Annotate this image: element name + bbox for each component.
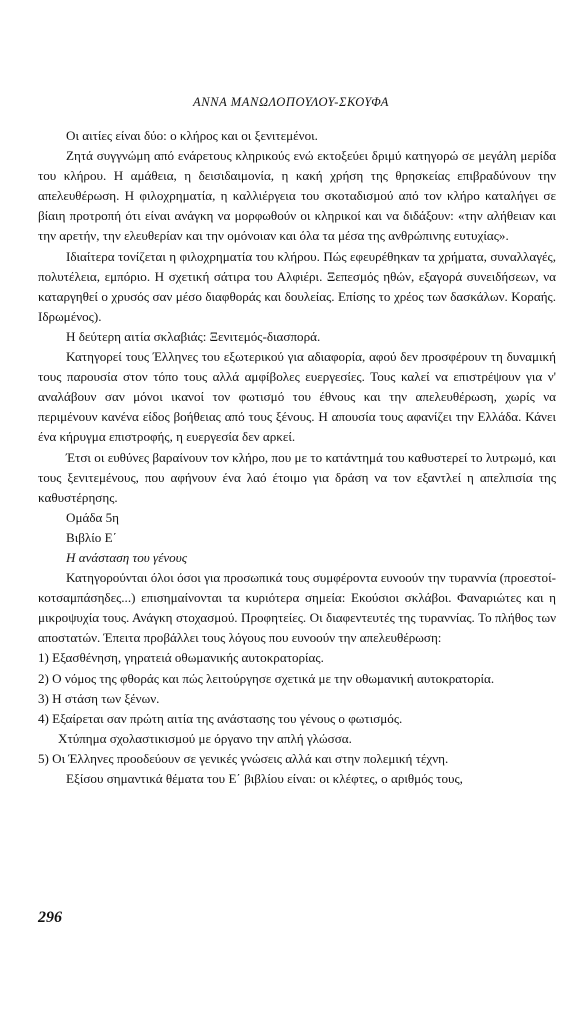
paragraph: Κατηγορεί τους Έλληνες του εξωτερικού για αδιαφορία, αφού δεν προσφέρουν τη δυναμική τους παρουσία στον τόπο τους αλλά αμφίβολες ευεργεσίες. Τους καλεί να επιστρέψουν για ν' αναλάβουν σαν μόνοι ικανοί τον φωτισμό του έθνους και την απελευθέρωση, χωρίς να περιμένουν κανένα είδος βοήθειας από τους ξένους. Η απουσία τους αφανίζει την Ελλάδα. Κάνει ένα κήρυγμα επιστροφής, η ευεργεσία δεν αρκεί. — [38, 349, 556, 445]
list-item: 3) Η στάση των ξένων. — [38, 690, 160, 706]
list-item: 4) Εξαίρεται σαν πρώτη αιτία της ανάστασης του γένους ο φωτισμός. — [38, 710, 403, 726]
page-body — [38, 126, 556, 789]
paragraph: Ζητά συγγνώμη από ενάρετους κληρικούς ενώ εκτοξεύει δριμύ κατηγορώ σε μεγάλη μερίδα του κλήρου. Η αμάθεια, η δεισιδαιμονία, η κακή χρήση της θρησκείας επιβραδύνουν την απελευθέρωση. Η φιλοχρηματία, η καλλιέργεια του σκοταδισμού από τον κλήρο καταλήγει σε βίαιη προτροπή ότι είναι ανάγκη να μορφωθούν οι κληρικοί και να διδάξουν: «την αλήθειαν και την αρετήν, την ελευθερίαν και την ομόνοιαν και όλα τα μέσα της ανθρώπινης ευτυχίας». — [38, 148, 556, 244]
paragraph: Έτσι οι ευθύνες βαραίνουν τον κλήρο, που με το κατάντημά του καθυστερεί το λυτρωμό, και τους ξενιτεμένους, που αφήνουν ένα λαό έτοιμο για δράση να τον εξαντλεί η απελπισία της καθυστέρησης. — [38, 449, 556, 505]
paragraph: Κατηγορούνται όλοι όσοι για προσωπικά τους συμφέροντα ευνοούν την τυραννία (προεστοί-κοτσαμπάσηδες...) επισημαίνονται τα κυριότερα σημεία: Εκούσιοι σκλάβοι. Φαναριώτες και η μικροψυχία τους. Ανάγκη στοχασμού. Προφητείες. Οι διαφεντευτές της τυραννίας. Το πλήθος των αποστατών. Έπειτα προβάλλει τους λόγους που ευνοούν την απελευθέρωση: — [38, 570, 556, 646]
paragraph: Η δεύτερη αιτία σκλαβιάς: Ξενιτεμός-διασπορά. — [66, 328, 321, 344]
running-header: ΑΝΝΑ ΜΑΝΩΛΟΠΟΥΛΟΥ-ΣΚΟΥΦΑ — [192, 95, 390, 109]
section-heading: Η ανάσταση του γένους — [66, 549, 188, 565]
page-number: 296 — [38, 909, 62, 926]
list-item-continuation: Χτύπημα σχολαστικισμού με όργανο την απλή γλώσσα. — [58, 730, 352, 746]
book-heading: Βιβλίο Ε΄ — [66, 529, 117, 545]
list-item: 2) Ο νόμος της φθοράς και πώς λειτούργησε σχετικά με την οθωμανική αυτοκρατορία. — [38, 670, 495, 686]
paragraph: Εξίσου σημαντικά θέματα του Ε΄ βιβλίου είναι: οι κλέφτες, ο αριθμός τους, — [66, 771, 463, 786]
list-item: 1) Εξασθένηση, γηρατειά οθωμανικής αυτοκρατορίας. — [38, 650, 324, 666]
paragraph: Οι αιτίες είναι δύο: ο κλήρος και οι ξενιτεμένοι. — [66, 128, 318, 143]
group-heading: Ομάδα 5η — [66, 509, 120, 525]
paragraph: Ιδιαίτερα τονίζεται η φιλοχρηματία του κλήρου. Πώς εφευρέθηκαν τα χρήματα, συναλλαγές, πολυτέλεια, εμπόριο. Η σχετική σάτιρα του Αλφιέρι. Ξεπεσμός ηθών, εξαγορά συνειδήσεων, να καταργηθεί ο χρυσός σαν μέσο διαφθοράς και δουλείας. Επίσης το χρέος των δασκάλων. Κοραής. Ιδρωμένος). — [38, 248, 556, 324]
list-item: 5) Οι Έλληνες προοδεύουν σε γενικές γνώσεις αλλά και στην πολεμική τέχνη. — [38, 750, 449, 766]
